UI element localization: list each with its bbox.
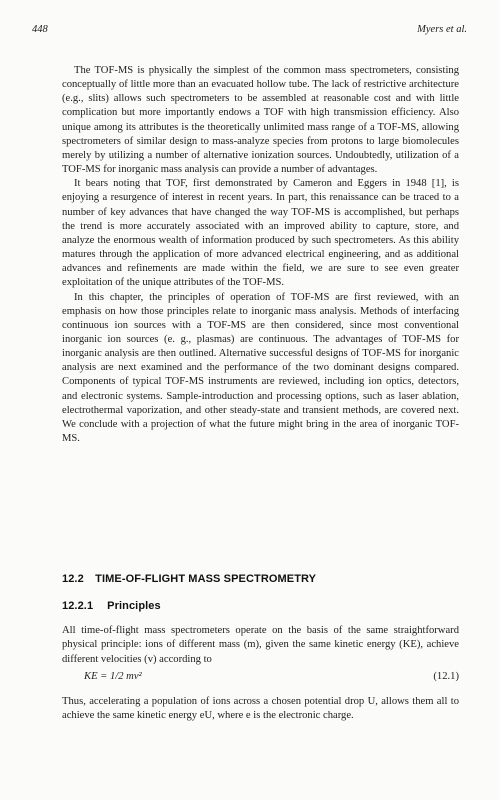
section-number: 12.2 <box>62 573 84 585</box>
principles-text <box>62 624 459 667</box>
intro-paragraph-1: The TOF-MS is physically the simplest of the common mass spectrometers, consisting conceptually of little more than an evacuated hollow tube. The lack of restrictive architecture (e.g., slits) allows such spectrometers to be assembled at reasonable cost and with little complication but more importantly endows a TOF with high transmission efficiency. Also unique among its attributes is the theoretically unlimited mass range of a TOF-MS, allowing spectrometers of similar design to mass-analyze species from protons to large biomolecules merely by utilizing a number of alternative ionization sources. Undoubtedly, utilization of a TOF-MS for inorganic mass analysis can provide a number of advantages. <box>62 65 459 176</box>
equation-body: KE = 1/2 mv² <box>84 671 142 682</box>
after-equation-text <box>62 695 459 724</box>
after-equation-paragraph: Thus, accelerating a population of ions across a chosen potential drop U, allows them all to achieve the same kinetic energy eU, where e is the electronic charge. <box>62 696 459 722</box>
subsection-number: 12.2.1 <box>62 600 94 612</box>
running-author: Myers et al. <box>417 24 467 35</box>
equation-12-1 <box>62 671 459 687</box>
running-head <box>32 24 467 38</box>
subsection-heading <box>62 600 459 612</box>
section-title: TIME-OF-FLIGHT MASS SPECTROMETRY <box>95 573 317 585</box>
intro-paragraph-3: In this chapter, the principles of operation of TOF-MS are first reviewed, with an emphasis on how those principles relate to inorganic mass analysis. Methods of interfacing continuous ion sources with a TOF-MS are then considered, since most conventional inorganic ion sources (e. g., plasmas) are continuous. The advantages of TOF-MS for inorganic analysis are then outlined. Alternative successful designs of TOF-MS for inorganic analysis are next examined and the performance of the two dominant designs compared. Components of typical TOF-MS instruments are reviewed, including ion optics, detectors, and electronic systems. Sample-introduction and processing options, such as laser ablation, electrothermal vaporization, and other steady-state and transient methods, are covered next. We conclude with a projection of what the future might bring in the area of inorganic TOF-MS. <box>62 291 459 445</box>
intro-text <box>62 64 459 446</box>
section-heading <box>62 573 459 585</box>
page-number: 448 <box>32 24 48 35</box>
equation-number: (12.1) <box>433 671 459 682</box>
intro-paragraph-2: It bears noting that TOF, first demonstrated by Cameron and Eggers in 1948 [1], is enjoying a resurgence of interest in recent years. In part, this renaissance can be traced to a number of key advances that have changed the way TOF-MS is accomplished, but perhaps the trend is more accurately associated with an improved ability to capture, store, and analyze the enormous wealth of information produced by such spectrometers. As this ability matures through the application of more advanced electrical engineering, and as additional advances and refinements are made within the field, we are sure to see even greater exploitation of the unique attributes of the TOF-MS. <box>62 178 459 289</box>
subsection-title: Principles <box>107 600 161 612</box>
principles-paragraph: All time-of-flight mass spectrometers operate on the basis of the same straightforward physical principle: ions of different mass (m), given the same kinetic energy (KE), achieve different velocities (v) according to <box>62 625 459 665</box>
